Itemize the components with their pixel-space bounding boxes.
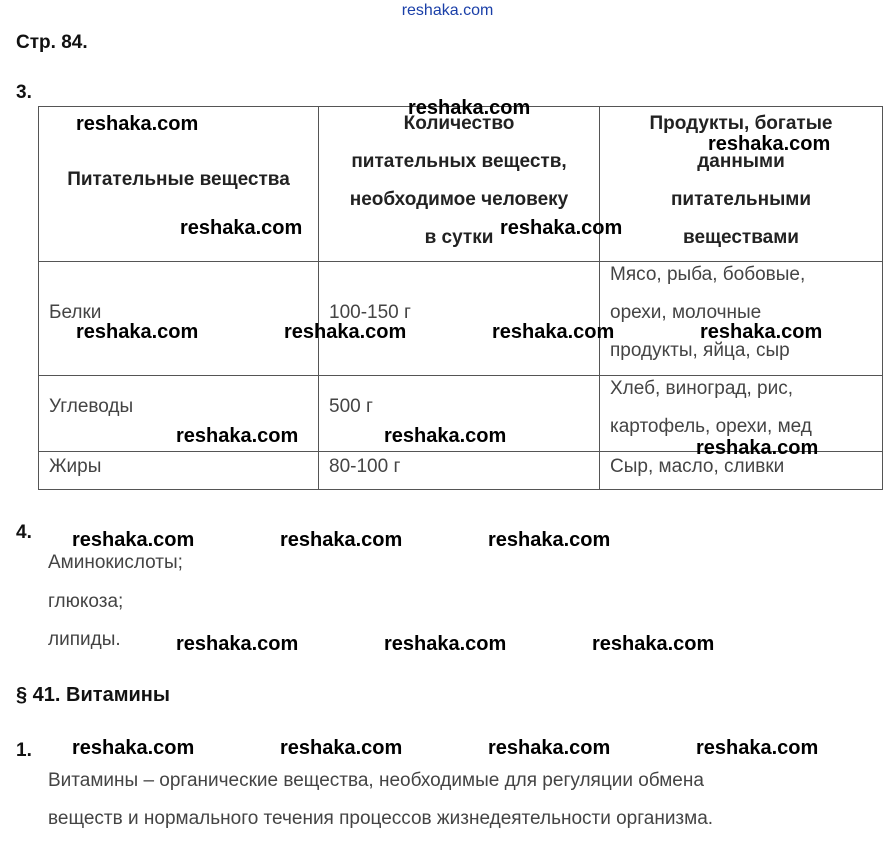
watermark: reshaka.com xyxy=(700,321,823,343)
answer-line: Аминокислоты; xyxy=(48,552,183,573)
header-amount-line: питательных веществ, xyxy=(351,151,567,172)
site-header[interactable]: reshaka.com xyxy=(401,2,494,19)
watermark: reshaka.com xyxy=(708,133,831,155)
page-reference: Стр. 84. xyxy=(16,32,88,53)
row-products-line: Мясо, рыба, бобовые, xyxy=(610,264,806,285)
header-products-line: питательными xyxy=(670,189,812,210)
table-row xyxy=(39,262,883,376)
header-amount-line: необходимое человеку xyxy=(349,189,569,210)
watermark: reshaka.com xyxy=(280,737,403,759)
table-cell xyxy=(39,262,319,376)
watermark: reshaka.com xyxy=(488,737,611,759)
header-amount-line: Количество xyxy=(403,113,515,134)
table-cell xyxy=(319,262,600,376)
watermark: reshaka.com xyxy=(408,97,531,119)
answer-line: веществ и нормального течения процессов жизнедеятельности организма. xyxy=(48,808,714,829)
answer-line: Витамины – органические вещества, необходимые для регуляции обмена xyxy=(48,770,704,791)
watermark: reshaka.com xyxy=(76,113,199,135)
watermark: reshaka.com xyxy=(384,425,507,447)
row-name: Жиры xyxy=(49,456,102,477)
table-cell xyxy=(319,452,600,490)
header-products-line: Продукты, богатые xyxy=(649,113,833,134)
watermark: reshaka.com xyxy=(76,321,199,343)
task-number-4: 4. xyxy=(16,522,32,543)
row-products-line: картофель, орехи, мед xyxy=(610,416,812,437)
row-name: Углеводы xyxy=(49,396,134,417)
watermark: reshaka.com xyxy=(592,633,715,655)
watermark: reshaka.com xyxy=(696,737,819,759)
row-amount: 500 г xyxy=(329,396,373,417)
header-nutrients: Питательные вещества xyxy=(67,169,290,190)
header-amount-line: в сутки xyxy=(424,227,494,248)
watermark: reshaka.com xyxy=(176,633,299,655)
row-name: Белки xyxy=(49,302,102,323)
table-cell xyxy=(600,262,883,376)
task-number-3: 3. xyxy=(16,82,32,103)
header-cell-products xyxy=(600,107,883,262)
table-cell xyxy=(39,452,319,490)
watermark: reshaka.com xyxy=(176,425,299,447)
row-products-line: орехи, молочные xyxy=(610,302,762,323)
watermark: reshaka.com xyxy=(72,737,195,759)
watermark: reshaka.com xyxy=(500,217,623,239)
row-products-line: продукты, яйца, сыр xyxy=(610,340,790,361)
answer-line: глюкоза; xyxy=(48,591,124,612)
header-products-line: веществами xyxy=(683,227,799,248)
row-products-line: Хлеб, виноград, рис, xyxy=(610,378,793,399)
row-amount: 100-150 г xyxy=(329,302,411,323)
task-number-1: 1. xyxy=(16,740,32,761)
header-products-line: данными xyxy=(697,151,785,172)
watermark: reshaka.com xyxy=(284,321,407,343)
row-amount: 80-100 г xyxy=(329,456,401,477)
watermark: reshaka.com xyxy=(384,633,507,655)
watermark: reshaka.com xyxy=(492,321,615,343)
watermark: reshaka.com xyxy=(72,529,195,551)
watermark: reshaka.com xyxy=(488,529,611,551)
watermark: reshaka.com xyxy=(696,437,819,459)
row-products-line: Сыр, масло, сливки xyxy=(610,456,785,477)
watermark: reshaka.com xyxy=(180,217,303,239)
watermark: reshaka.com xyxy=(280,529,403,551)
answer-line: липиды. xyxy=(48,629,121,650)
section-title: § 41. Витамины xyxy=(16,684,170,706)
